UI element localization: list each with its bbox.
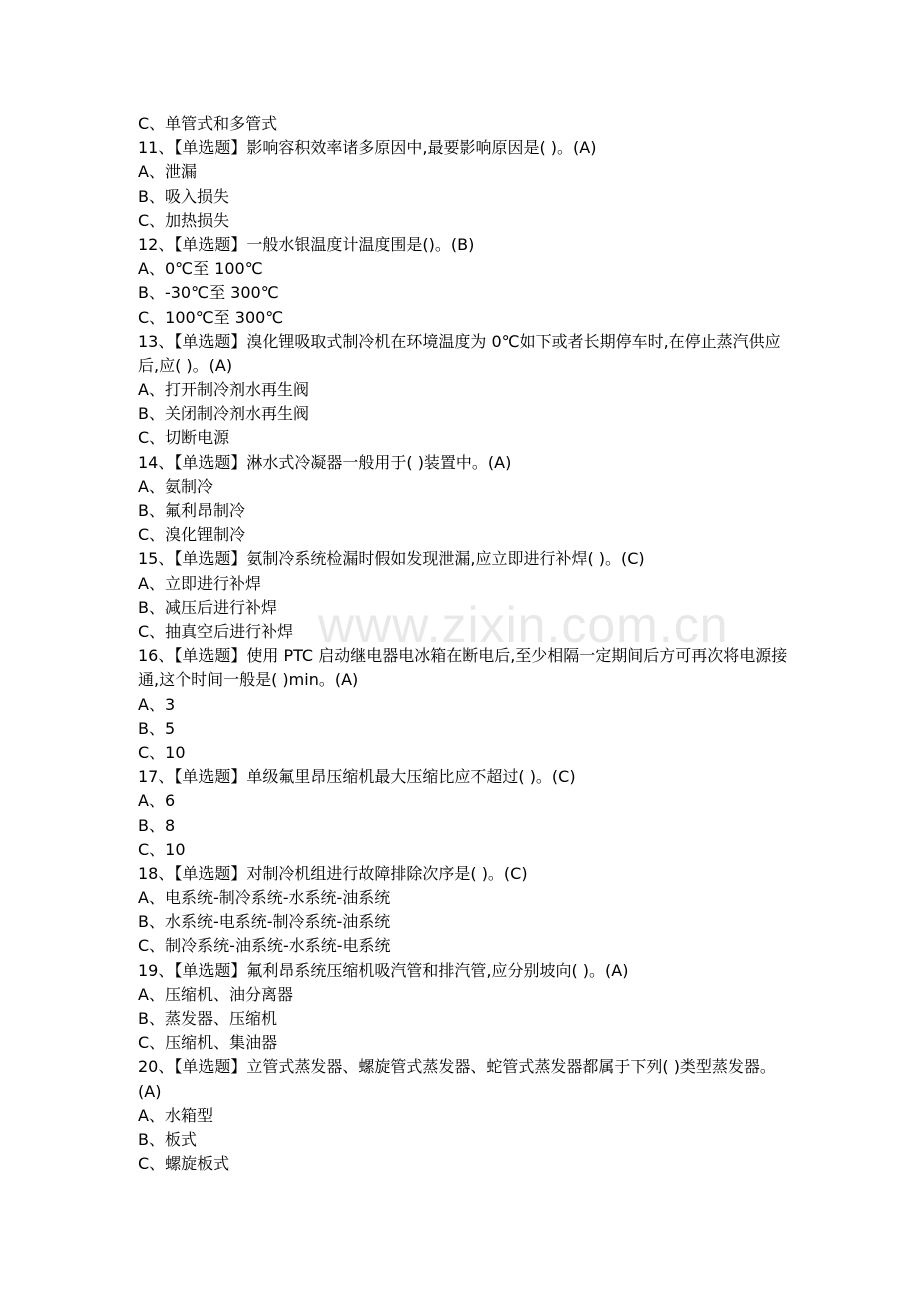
question-line: 19、【单选题】氟利昂系统压缩机吸汽管和排汽管,应分别坡向( )。(A) xyxy=(138,960,629,980)
option-line: C、抽真空后进行补焊 xyxy=(138,621,294,641)
question-line: 15、【单选题】氨制冷系统检漏时假如发现泄漏,应立即进行补焊( )。(C) xyxy=(138,549,645,569)
option-line: B、蒸发器、压缩机 xyxy=(138,1009,277,1028)
question-line: 12、【单选题】一般水银温度计温度围是()。(B) xyxy=(138,234,475,254)
option-line: A、6 xyxy=(138,791,176,811)
option-line: C、10 xyxy=(138,742,186,762)
question-line: 20、【单选题】立管式蒸发器、螺旋管式蒸发器、蛇管式蒸发器都属于下列( )类型蒸发器。(A) xyxy=(138,1057,776,1101)
option-line: A、立即进行补焊 xyxy=(138,573,261,593)
question-line: 18、【单选题】对制冷机组进行故障排除次序是( )。(C) xyxy=(138,863,528,883)
question-line: 13、【单选题】溴化锂吸取式制冷机在环境温度为 0℃如下或者长期停车时,在停止蒸汽供应后,应( )。(A) xyxy=(138,331,781,375)
option-line: C、压缩机、集油器 xyxy=(138,1033,278,1053)
option-line: C、溴化锂制冷 xyxy=(138,525,246,545)
option-line: A、3 xyxy=(138,694,176,714)
option-line: C、制冷系统-油系统-水系统-电系统 xyxy=(138,936,391,956)
option-line: C、切断电源 xyxy=(138,428,230,448)
option-line: A、水箱型 xyxy=(138,1105,213,1125)
option-line: A、电系统-制冷系统-水系统-油系统 xyxy=(138,888,391,908)
option-line: B、板式 xyxy=(138,1129,197,1149)
option-line: C、单管式和多管式 xyxy=(138,114,278,133)
question-line: 11、【单选题】影响容积效率诸多原因中,最要影响原因是( )。(A) xyxy=(138,138,597,158)
option-line: C、100℃至 300℃ xyxy=(138,307,284,327)
option-line: B、减压后进行补焊 xyxy=(138,597,277,617)
option-line: C、螺旋板式 xyxy=(138,1154,230,1174)
option-line: B、氟利昂制冷 xyxy=(138,501,245,521)
option-line: A、压缩机、油分离器 xyxy=(138,984,293,1004)
option-line: B、-30℃至 300℃ xyxy=(138,283,279,303)
option-line: B、水系统-电系统-制冷系统-油系统 xyxy=(138,912,391,932)
question-list xyxy=(138,112,788,1176)
watermark: www.zixin.com.cn xyxy=(318,597,729,653)
question-line: 14、【单选题】淋水式冷凝器一般用于( )装置中。(A) xyxy=(138,452,512,472)
option-line: C、加热损失 xyxy=(138,210,230,230)
option-line: A、泄漏 xyxy=(138,162,197,182)
option-line: C、10 xyxy=(138,839,186,859)
option-line: A、打开制冷剂水再生阀 xyxy=(138,380,309,400)
question-line: 17、【单选题】单级氟里昂压缩机最大压缩比应不超过( )。(C) xyxy=(138,767,576,787)
option-line: B、关闭制冷剂水再生阀 xyxy=(138,404,309,424)
option-line: B、吸入损失 xyxy=(138,186,229,206)
option-line: B、5 xyxy=(138,718,176,738)
option-line: A、0℃至 100℃ xyxy=(138,259,263,279)
question-line: 16、【单选题】使用 PTC 启动继电器电冰箱在断电后,至少相隔一定期间后方可再次将电源接通,这个时间一般是( )min。(A) xyxy=(138,646,788,690)
option-line: B、8 xyxy=(138,815,176,835)
option-line: A、氨制冷 xyxy=(138,476,213,496)
